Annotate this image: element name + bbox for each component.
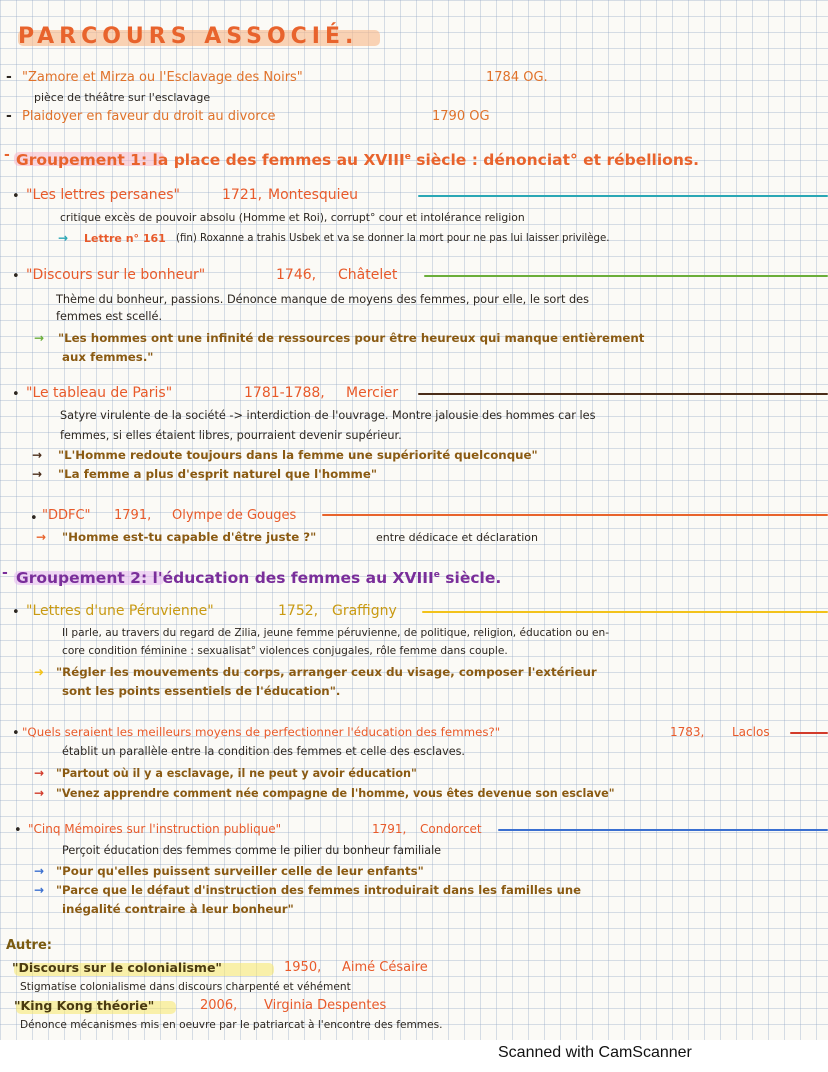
work-quote: "Pour qu'elles puissent surveiller celle de leur enfants" — [56, 864, 424, 878]
work-desc: Satyre virulente de la société -> interdiction de l'ouvrage. Montre jalousie des hommes car les — [60, 409, 596, 422]
work-date: 1791, — [372, 822, 407, 836]
work-author: Châtelet — [338, 267, 398, 283]
work-title: "Quels seraient les meilleurs moyens de perfectionner l'éducation des femmes?" — [22, 725, 501, 739]
work-quote: "Parce que le défaut d'instruction des femmes introduirait dans les familles une — [56, 883, 582, 897]
groupement2-sup: e — [433, 570, 440, 580]
intro-dash: - — [6, 69, 12, 85]
work-title: "Cinq Mémoires sur l'instruction publique" — [28, 822, 282, 836]
work-desc: critique excès de pouvoir absolu (Homme et Roi), corrupt° cour et intolérance religion — [60, 211, 525, 224]
camscanner-watermark: Scanned with CamScanner — [498, 1044, 692, 1061]
work-date: 1781-1788, — [244, 385, 325, 401]
arrow-icon: → — [58, 231, 69, 245]
page-title: PARCOURS ASSOCIÉ. — [18, 24, 359, 49]
groupement1-dash: - — [4, 147, 10, 163]
work-underline — [418, 195, 828, 197]
work-author: Mercier — [346, 385, 399, 401]
work-author: Montesquieu — [268, 187, 359, 203]
work-date: 1746, — [276, 267, 317, 283]
groupement1-title-end: siècle : dénonciat° et rébellions. — [416, 151, 699, 170]
work-quote: "Régler les mouvements du corps, arranger ceux du visage, composer l'extérieur — [56, 665, 597, 679]
groupement1-title-text: Groupement 1: la place des femmes au XVIII — [16, 151, 405, 170]
work-underline — [498, 829, 828, 831]
intro-plaidoyer: Plaidoyer en faveur du droit au divorce — [22, 109, 276, 124]
autre-author: Aimé Césaire — [342, 960, 428, 975]
work-quote-prefix: Lettre n° 161 — [84, 232, 166, 245]
autre-title: "Discours sur le colonialisme" — [12, 960, 222, 975]
arrow-icon: → — [34, 766, 45, 780]
bullet: • — [12, 387, 20, 402]
arrow-icon: → — [34, 786, 45, 800]
work-quote: "Les hommes ont une infinité de ressources pour être heureux qui manque entièrement — [58, 331, 645, 345]
work-author: Condorcet — [420, 822, 482, 836]
arrow-icon: → — [34, 331, 45, 345]
arrow-icon: ➜ — [34, 665, 45, 679]
bullet: • — [12, 605, 20, 620]
work-desc: core condition féminine : sexualisat° violences conjugales, rôle femme dans couple. — [62, 645, 508, 657]
groupement2-title — [16, 566, 501, 587]
autre-desc: Stigmatise colonialisme dans discours charpenté et véhément — [20, 981, 351, 993]
intro-work-title: "Zamore et Mirza ou l'Esclavage des Noirs" — [22, 70, 303, 85]
autre-desc: Dénonce mécanismes mis en oeuvre par le patriarcat à l'encontre des femmes. — [20, 1019, 443, 1031]
work-date: 1721, — [222, 187, 263, 203]
bullet: • — [12, 269, 20, 284]
work-underline — [418, 393, 828, 395]
work-desc: Perçoit éducation des femmes comme le pilier du bonheur familiale — [62, 844, 442, 857]
bullet: • — [12, 189, 20, 204]
arrow-icon: → — [32, 467, 43, 481]
work-quote: "Partout où il y a esclavage, il ne peut y avoir éducation" — [56, 767, 417, 780]
work-underline — [322, 514, 828, 516]
work-quote-cont: aux femmes." — [62, 350, 154, 364]
arrow-icon: → — [34, 864, 45, 878]
autre-author: Virginia Despentes — [264, 998, 387, 1013]
work-quote: (fin) Roxanne a trahis Usbek et va se donner la mort pour ne pas lui laisser privilège. — [176, 233, 610, 244]
work-title: "Discours sur le bonheur" — [26, 267, 206, 283]
work-title: "Les lettres persanes" — [26, 187, 180, 203]
work-quote-note: entre dédicace et déclaration — [376, 531, 538, 544]
arrow-icon: → — [32, 448, 43, 462]
work-desc: femmes est scellé. — [56, 310, 163, 323]
work-desc: Il parle, au travers du regard de Zilia, jeune femme péruvienne, de politique, religion, éducation ou en- — [62, 627, 610, 639]
work-date: 1752, — [278, 603, 319, 619]
intro-plaidoyer-date: 1790 OG — [432, 109, 490, 124]
work-date: 1783, — [670, 725, 705, 739]
groupement1-sup: e — [404, 152, 411, 162]
autre-date: 1950, — [284, 960, 322, 975]
work-underline — [422, 611, 828, 613]
work-title: "Lettres d'une Péruvienne" — [26, 603, 214, 619]
work-quote: "Venez apprendre comment née compagne de l'homme, vous êtes devenue son esclave" — [56, 787, 615, 800]
work-underline — [424, 275, 828, 277]
arrow-icon: → — [36, 530, 47, 544]
autre-title: "King Kong théorie" — [14, 998, 155, 1013]
bullet: • — [14, 823, 22, 838]
groupement2-title-text: Groupement 2: l'éducation des femmes au XVIII — [16, 569, 434, 588]
bullet: • — [30, 511, 38, 526]
autre-label: Autre: — [6, 938, 52, 953]
work-desc: Thème du bonheur, passions. Dénonce manque de moyens des femmes, pour elle, le sort des — [56, 293, 589, 306]
work-author: Olympe de Gouges — [172, 508, 297, 523]
intro-work-desc: pièce de théâtre sur l'esclavage — [34, 91, 211, 104]
groupement1-title — [16, 148, 699, 169]
groupement2-dash: - — [2, 565, 8, 581]
work-quote: "Homme est-tu capable d'être juste ?" — [62, 530, 317, 544]
work-quote-cont: inégalité contraire à leur bonheur" — [62, 902, 294, 916]
work-author: Graffigny — [332, 603, 397, 619]
work-quote: "L'Homme redoute toujours dans la femme une supériorité quelconque" — [58, 448, 538, 462]
arrow-icon: → — [34, 883, 45, 897]
work-title: "Le tableau de Paris" — [26, 385, 173, 401]
intro-dash: - — [6, 108, 12, 124]
intro-work-date: 1784 OG. — [486, 70, 548, 85]
work-title: "DDFC" — [42, 508, 91, 523]
groupement2-title-end: siècle. — [445, 569, 502, 588]
work-quote: "La femme a plus d'esprit naturel que l'homme" — [58, 467, 377, 481]
work-desc: femmes, si elles étaient libres, pourraient devenir supérieur. — [60, 429, 402, 442]
work-date: 1791, — [114, 508, 152, 523]
work-desc: établit un parallèle entre la condition des femmes et celle des esclaves. — [62, 745, 465, 758]
work-quote-cont: sont les points essentiels de l'éducation". — [62, 684, 341, 698]
autre-date: 2006, — [200, 998, 238, 1013]
work-underline — [790, 732, 828, 734]
bullet: • — [12, 726, 20, 741]
work-author: Laclos — [732, 725, 770, 739]
